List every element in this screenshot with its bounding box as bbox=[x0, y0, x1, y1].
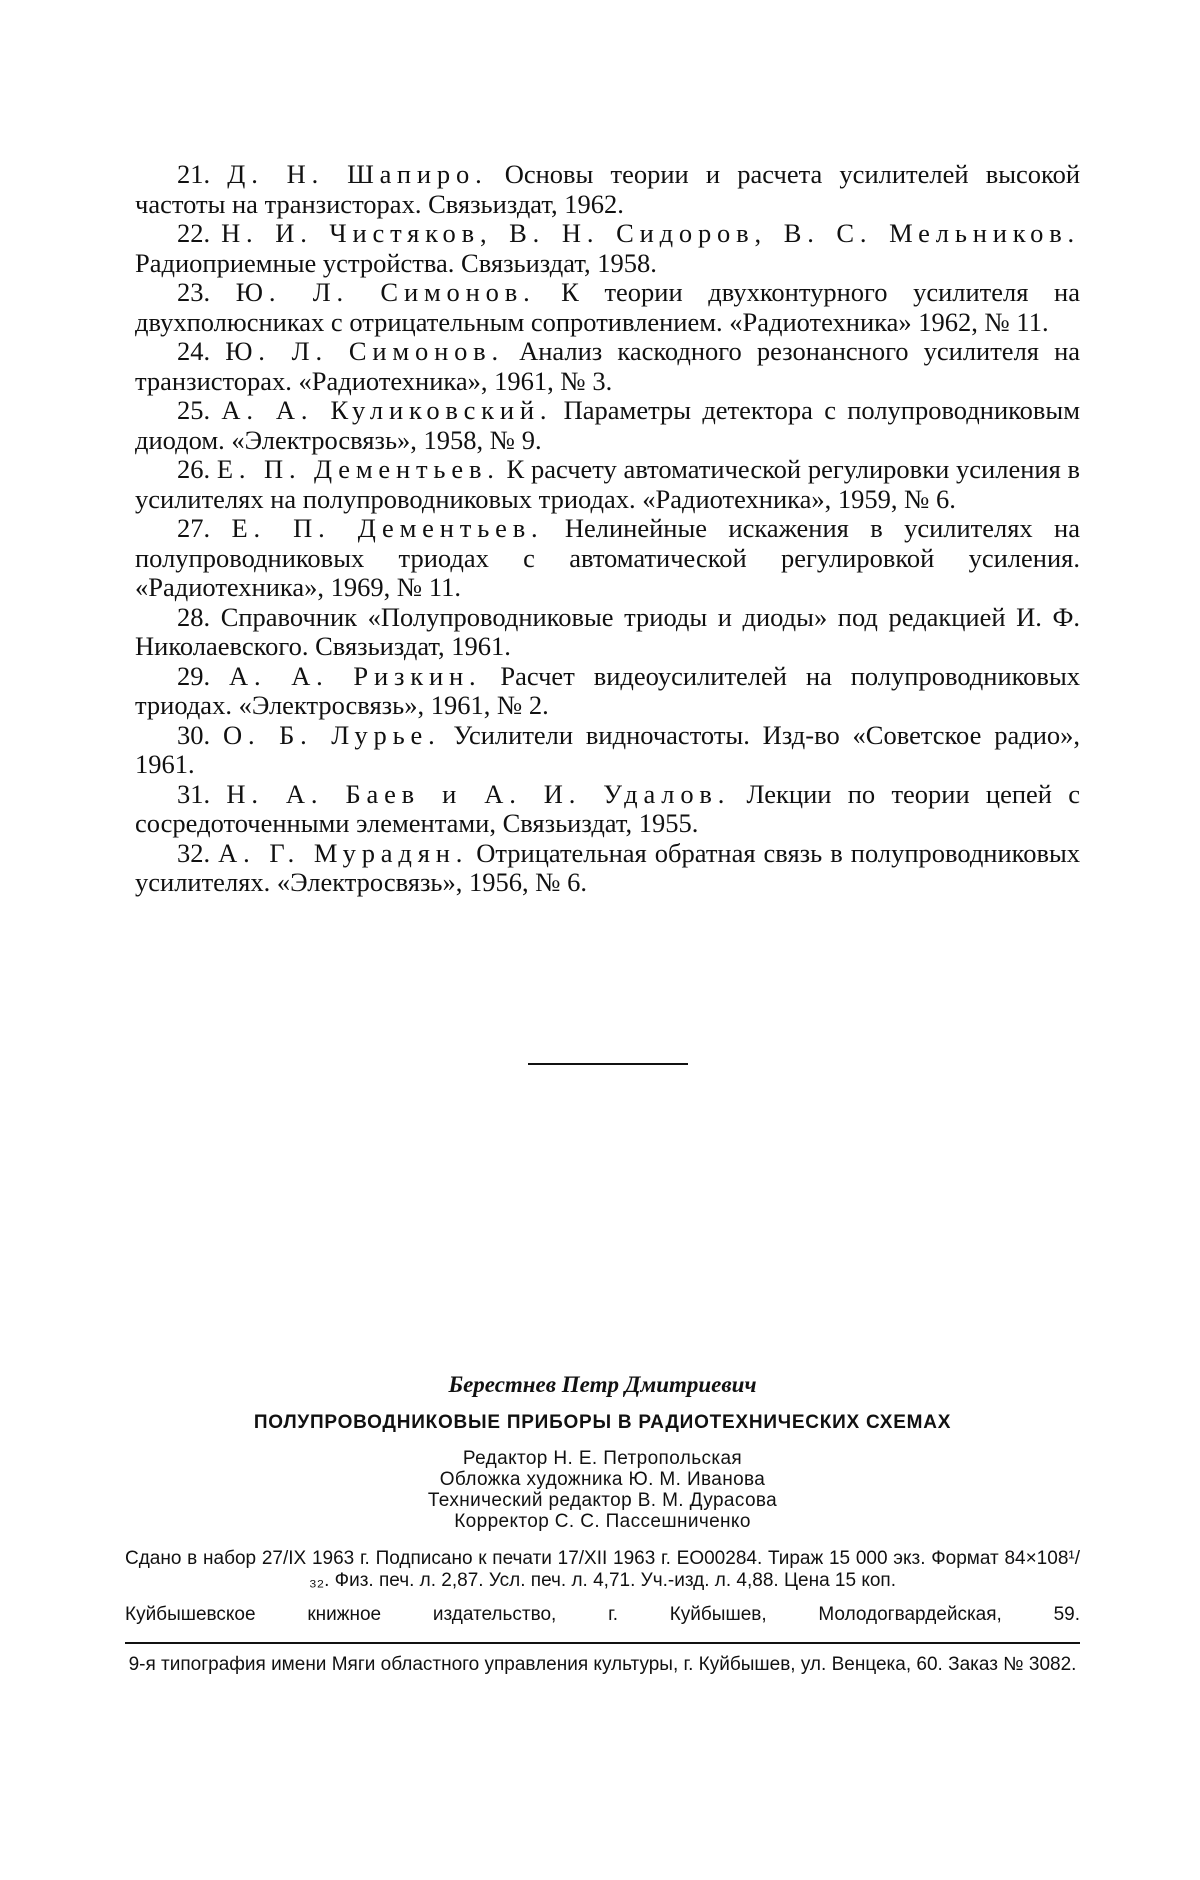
reference-authors: А. Г. Мурадян. bbox=[218, 838, 468, 868]
reference-authors: Е. П. Дементьев. bbox=[231, 513, 543, 543]
imprint-block bbox=[125, 1372, 1080, 1676]
reference-item bbox=[135, 514, 1080, 603]
reference-item bbox=[135, 455, 1080, 514]
reference-text: Отрицательная обратная связь в полупроводниковых усилителях. «Электросвязь», 1956, № 6. bbox=[135, 838, 1080, 898]
reference-item bbox=[135, 721, 1080, 780]
reference-authors: А. А. Куликовский. bbox=[221, 395, 552, 425]
reference-authors: Е. П. Дементьев. bbox=[217, 454, 500, 484]
reference-text: Расчет видеоусилителей на полупроводниковых триодах. «Электросвязь», 1961, № 2. bbox=[135, 661, 1080, 721]
reference-text: К расчету автоматической регулировки усиления в усилителях на полупроводниковых триодах. «Радиотехника», 1959, № 6. bbox=[135, 454, 1080, 514]
reference-text: Радиоприемные устройства. Связьиздат, 1958. bbox=[135, 248, 657, 278]
reference-number: 22. bbox=[177, 218, 210, 248]
reference-number: 26. bbox=[177, 454, 210, 484]
credit-proofreader: Корректор С. С. Пассешниченко bbox=[125, 1511, 1080, 1532]
imprint-credits bbox=[125, 1448, 1080, 1532]
reference-item bbox=[135, 780, 1080, 839]
reference-text: Усилители видночастоты. Изд-во «Советское радио», 1961. bbox=[135, 720, 1080, 780]
reference-authors: Н. А. Баев и А. И. Удалов. bbox=[226, 779, 730, 809]
reference-list bbox=[135, 160, 1080, 898]
reference-item bbox=[135, 662, 1080, 721]
imprint-publisher: Куйбышевское книжное издательство, г. Куйбышев, Молодогвардейская, 59. bbox=[125, 1604, 1080, 1626]
reference-number: 25. bbox=[177, 395, 210, 425]
reference-text: К теории двухконтурного усилителя на двухполюсниках с отрицательным сопротивлением. «Радиотехника» 1962, № 11. bbox=[135, 277, 1080, 337]
reference-item bbox=[135, 396, 1080, 455]
reference-item bbox=[135, 219, 1080, 278]
reference-item bbox=[135, 278, 1080, 337]
imprint-book-title: ПОЛУПРОВОДНИКОВЫЕ ПРИБОРЫ В РАДИОТЕХНИЧЕСКИХ СХЕМАХ bbox=[125, 1412, 1080, 1434]
reference-number: 28. bbox=[177, 602, 210, 632]
reference-number: 32. bbox=[177, 838, 210, 868]
reference-authors: А. А. Ризкин. bbox=[229, 661, 481, 691]
reference-number: 21. bbox=[177, 159, 210, 189]
section-divider bbox=[528, 1063, 688, 1065]
reference-item bbox=[135, 337, 1080, 396]
imprint-rule bbox=[125, 1642, 1080, 1644]
credit-editor: Редактор Н. Е. Петропольская bbox=[125, 1448, 1080, 1469]
imprint-printer: 9-я типография имени Мяги областного управления культуры, г. Куйбышев, ул. Венцека, 60. Заказ № 3082. bbox=[125, 1654, 1080, 1676]
reference-text: Основы теории и расчета усилителей высокой частоты на транзисторах. Связьиздат, 1962. bbox=[135, 159, 1080, 219]
reference-text: Параметры детектора с полупроводниковым диодом. «Электросвязь», 1958, № 9. bbox=[135, 395, 1080, 455]
reference-number: 31. bbox=[177, 779, 210, 809]
reference-item bbox=[135, 603, 1080, 662]
reference-number: 27. bbox=[177, 513, 210, 543]
reference-authors: О. Б. Лурье. bbox=[223, 720, 441, 750]
reference-number: 23. bbox=[177, 277, 210, 307]
reference-text: Нелинейные искажения в усилителях на полупроводниковых триодах с автоматической регулировкой усиления. «Радиотехника», 1969, № 11. bbox=[135, 513, 1080, 602]
imprint-author: Берестнев Петр Дмитриевич bbox=[125, 1372, 1080, 1398]
imprint-print-details: Сдано в набор 27/IX 1963 г. Подписано к печати 17/XII 1963 г. ЕО00284. Тираж 15 000 экз. Формат 84×108¹/₃₂. Физ. печ. л. 2,87. Усл. печ. л. 4,71. Уч.-изд. л. 4,88. Цена 15 коп. bbox=[125, 1548, 1080, 1592]
reference-item bbox=[135, 160, 1080, 219]
credit-technical-editor: Технический редактор В. М. Дурасова bbox=[125, 1490, 1080, 1511]
reference-number: 29. bbox=[177, 661, 210, 691]
reference-text: Анализ каскодного резонансного усилителя на транзисторах. «Радиотехника», 1961, № 3. bbox=[135, 336, 1080, 396]
reference-number: 24. bbox=[177, 336, 210, 366]
reference-authors: Н. И. Чистяков, В. Н. Сидоров, В. С. Мельников. bbox=[221, 218, 1080, 248]
credit-cover-artist: Обложка художника Ю. М. Иванова bbox=[125, 1469, 1080, 1490]
reference-text: Лекции по теории цепей с сосредоточенными элементами, Связьиздат, 1955. bbox=[135, 779, 1080, 839]
reference-authors: Ю. Л. Симонов. bbox=[225, 336, 504, 366]
reference-number: 30. bbox=[177, 720, 210, 750]
reference-text: Справочник «Полупроводниковые триоды и диоды» под редакцией И. Ф. Николаевского. Связьиздат, 1961. bbox=[135, 602, 1080, 662]
reference-item bbox=[135, 839, 1080, 898]
reference-authors: Д. Н. Шапиро. bbox=[227, 159, 487, 189]
reference-authors: Ю. Л. Симонов. bbox=[236, 277, 536, 307]
